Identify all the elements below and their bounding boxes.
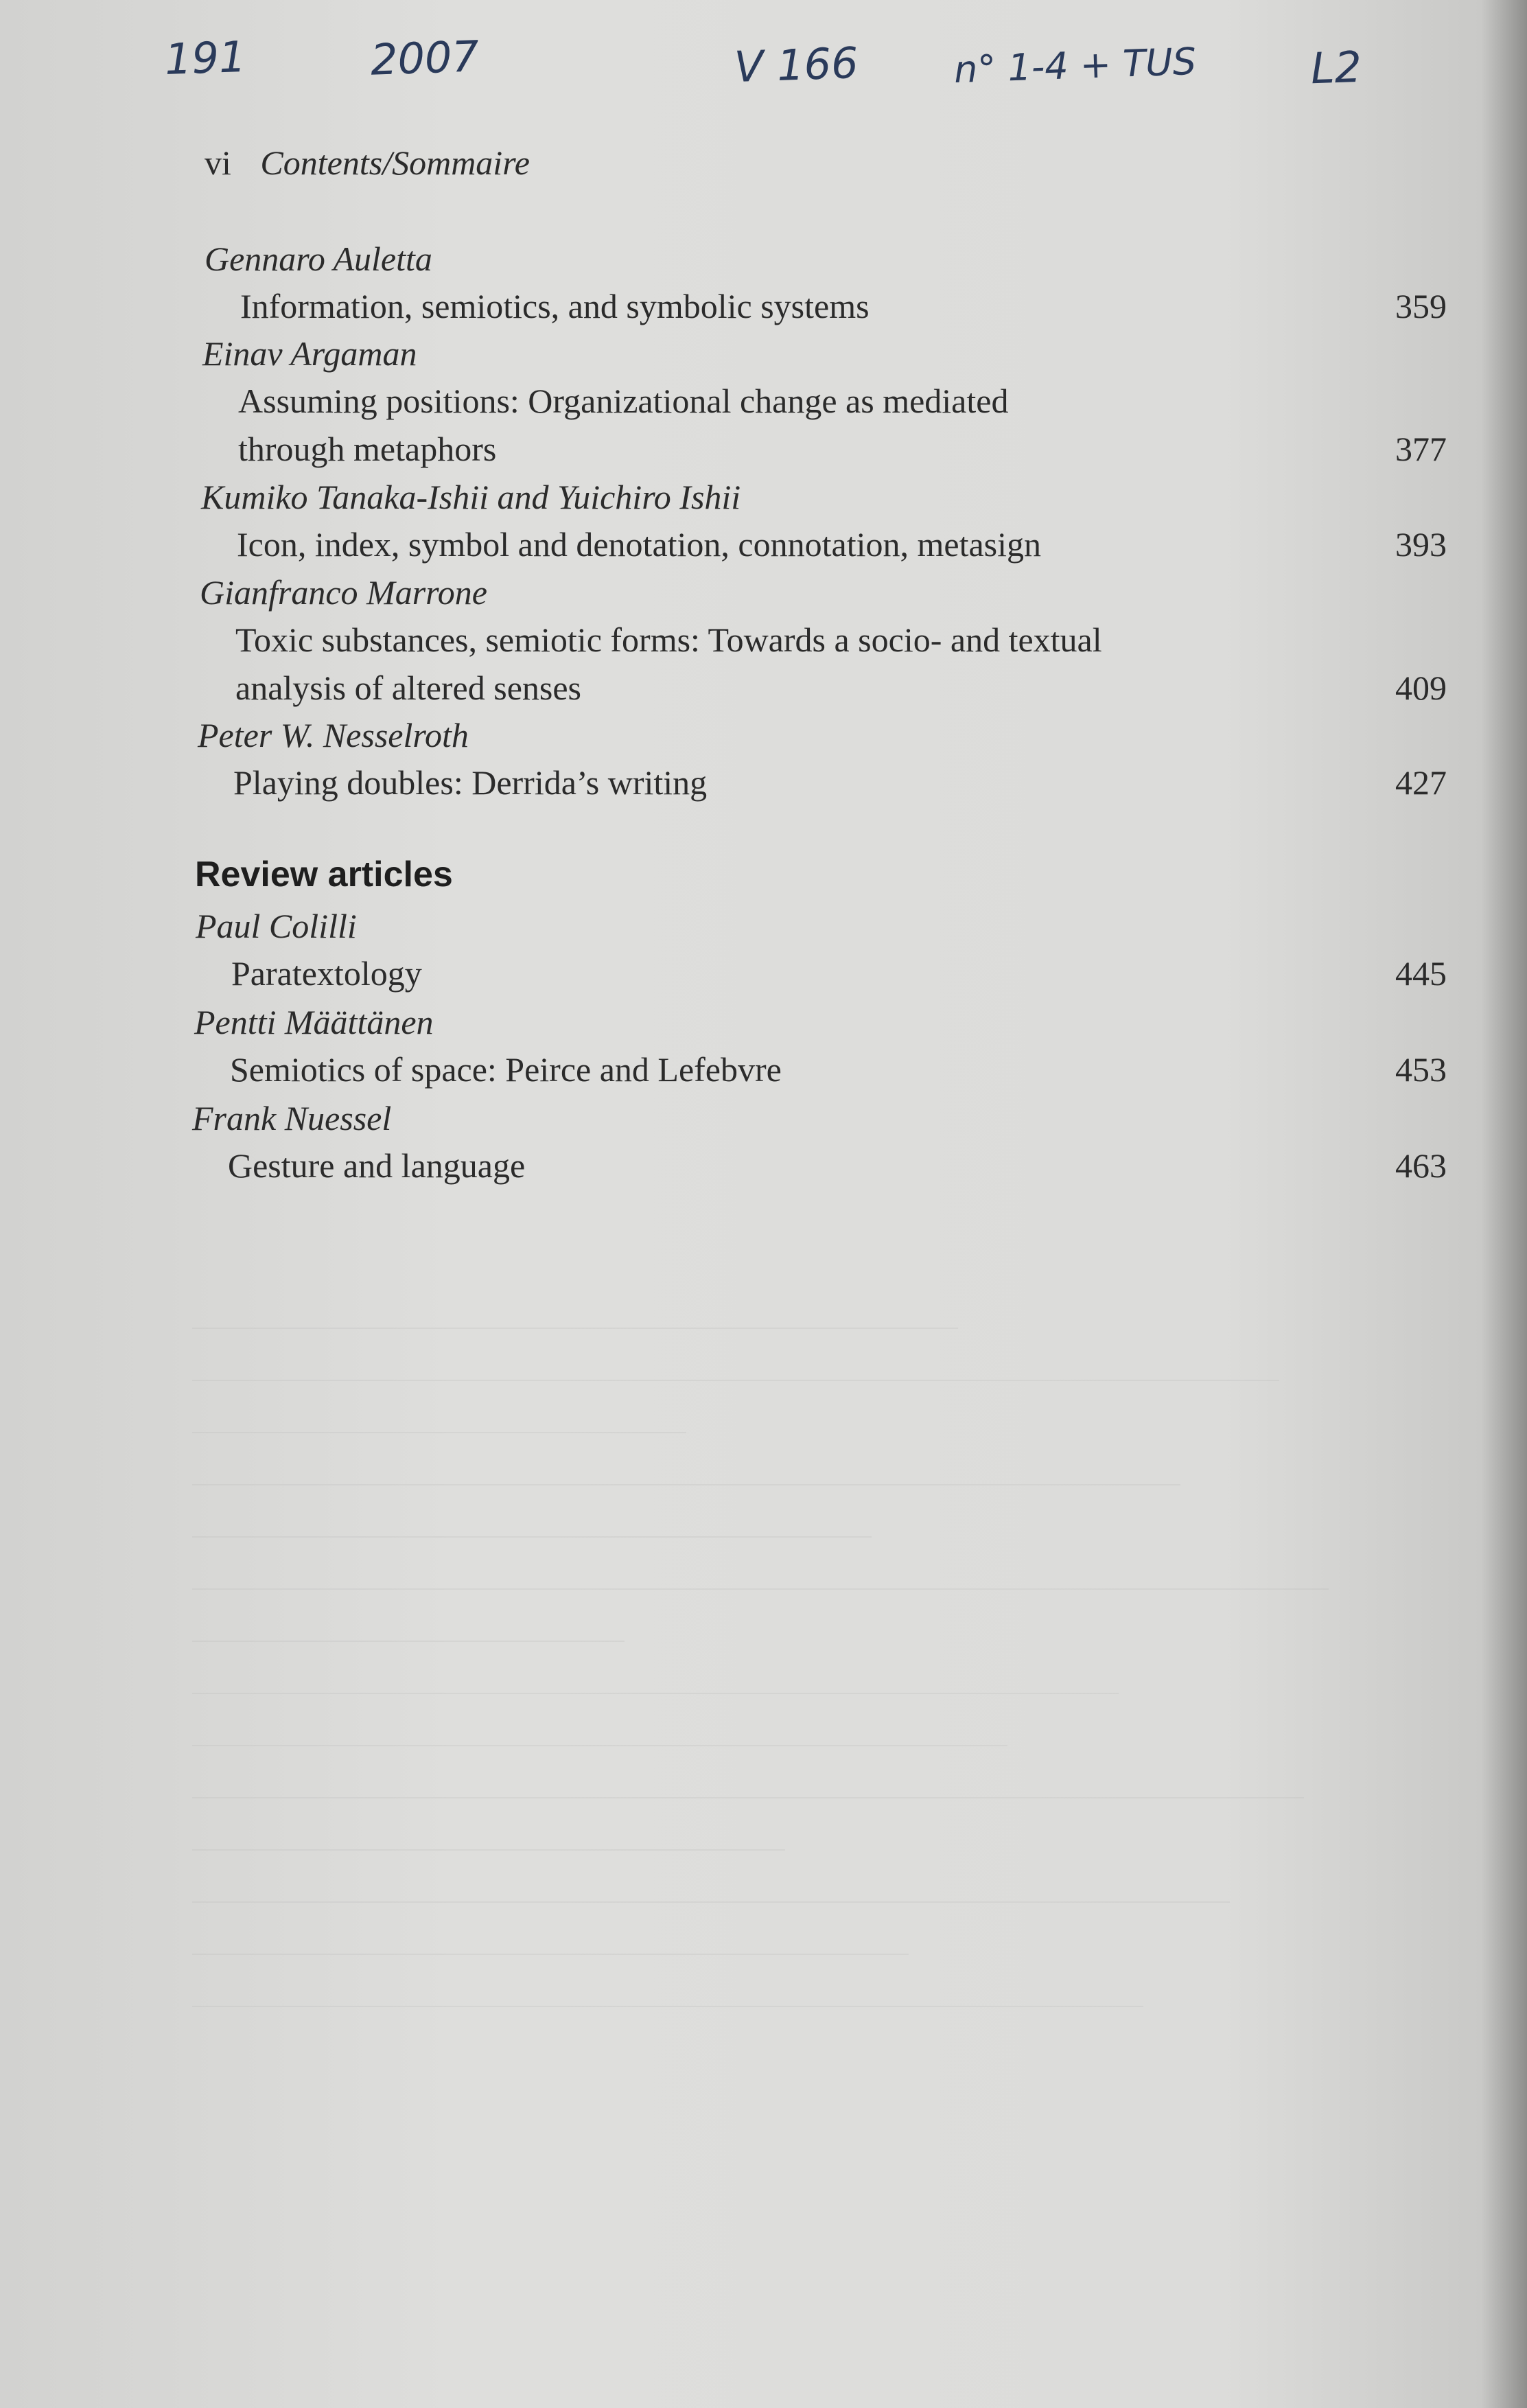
entry-title-text: Semiotics of space: Peirce and Lefebvre (230, 1050, 782, 1089)
toc-entry (202, 330, 1447, 473)
entry-title-text: Paratextology (231, 954, 422, 993)
handwritten-note-2: 2007 (369, 31, 480, 85)
entry-title-text: Playing doubles: Derrida’s writing (233, 763, 708, 802)
entry-author: Gennaro Auletta (205, 240, 432, 278)
review-entry (196, 903, 1447, 997)
entry-title (240, 282, 1447, 330)
handwritten-note-5: L2 (1309, 41, 1363, 94)
entry-title (235, 616, 1447, 712)
entry-title (237, 520, 1447, 568)
entry-page-number: 359 (1395, 287, 1447, 325)
entry-author: Peter W. Nesselroth (198, 716, 469, 754)
entry-author: Paul Colilli (196, 907, 357, 945)
entry-title-text: Information, semiotics, and symbolic systems (240, 287, 870, 325)
entry-page-number: 377 (1395, 430, 1447, 468)
entry-page-number: 409 (1395, 669, 1447, 707)
entry-title (238, 377, 1447, 473)
entry-page-number: 463 (1395, 1146, 1447, 1185)
entry-page-number: 445 (1395, 954, 1447, 993)
entry-page-number: 393 (1395, 525, 1447, 564)
entry-title-text: Gesture and language (228, 1146, 526, 1185)
entry-author: Kumiko Tanaka-Ishii and Yuichiro Ishii (201, 478, 741, 516)
handwritten-note-4: n° 1-4 + TUS (953, 39, 1197, 92)
toc-entry (200, 569, 1447, 712)
entry-author: Einav Argaman (202, 334, 417, 373)
handwritten-annotation (165, 33, 1510, 129)
review-articles-heading: Review articles (195, 855, 453, 894)
review-entry (192, 1095, 1447, 1190)
entry-title (231, 949, 1447, 997)
handwritten-note-3: V 166 (733, 37, 859, 93)
toc-entry (201, 474, 1447, 568)
entry-page-number: 453 (1395, 1050, 1447, 1089)
entry-author: Frank Nuessel (192, 1099, 392, 1137)
show-through-texture (192, 1277, 1427, 2007)
handwritten-note-1: 191 (163, 31, 247, 85)
entry-title-line: Assuming positions: Organizational change as mediated (238, 382, 1009, 420)
entry-title-text: Icon, index, symbol and denotation, connotation, metasign (237, 525, 1041, 564)
entry-title (233, 759, 1447, 807)
entry-title-line: Toxic substances, semiotic forms: Towards a socio- and textual (235, 621, 1102, 659)
page-folio: vi (205, 143, 231, 182)
entry-author: Gianfranco Marrone (200, 573, 487, 612)
entry-page-number: 427 (1395, 763, 1447, 802)
toc-entry (205, 235, 1447, 330)
toc-entry (198, 712, 1447, 807)
running-head (205, 143, 530, 183)
entry-title (230, 1045, 1447, 1093)
entry-title-line: analysis of altered senses (235, 669, 582, 707)
entry-title-line: through metaphors (238, 430, 497, 468)
review-entry (194, 999, 1447, 1093)
running-head-title: Contents/Sommaire (260, 143, 530, 182)
entry-author: Pentti Määttänen (194, 1003, 434, 1041)
entry-title (228, 1142, 1447, 1190)
